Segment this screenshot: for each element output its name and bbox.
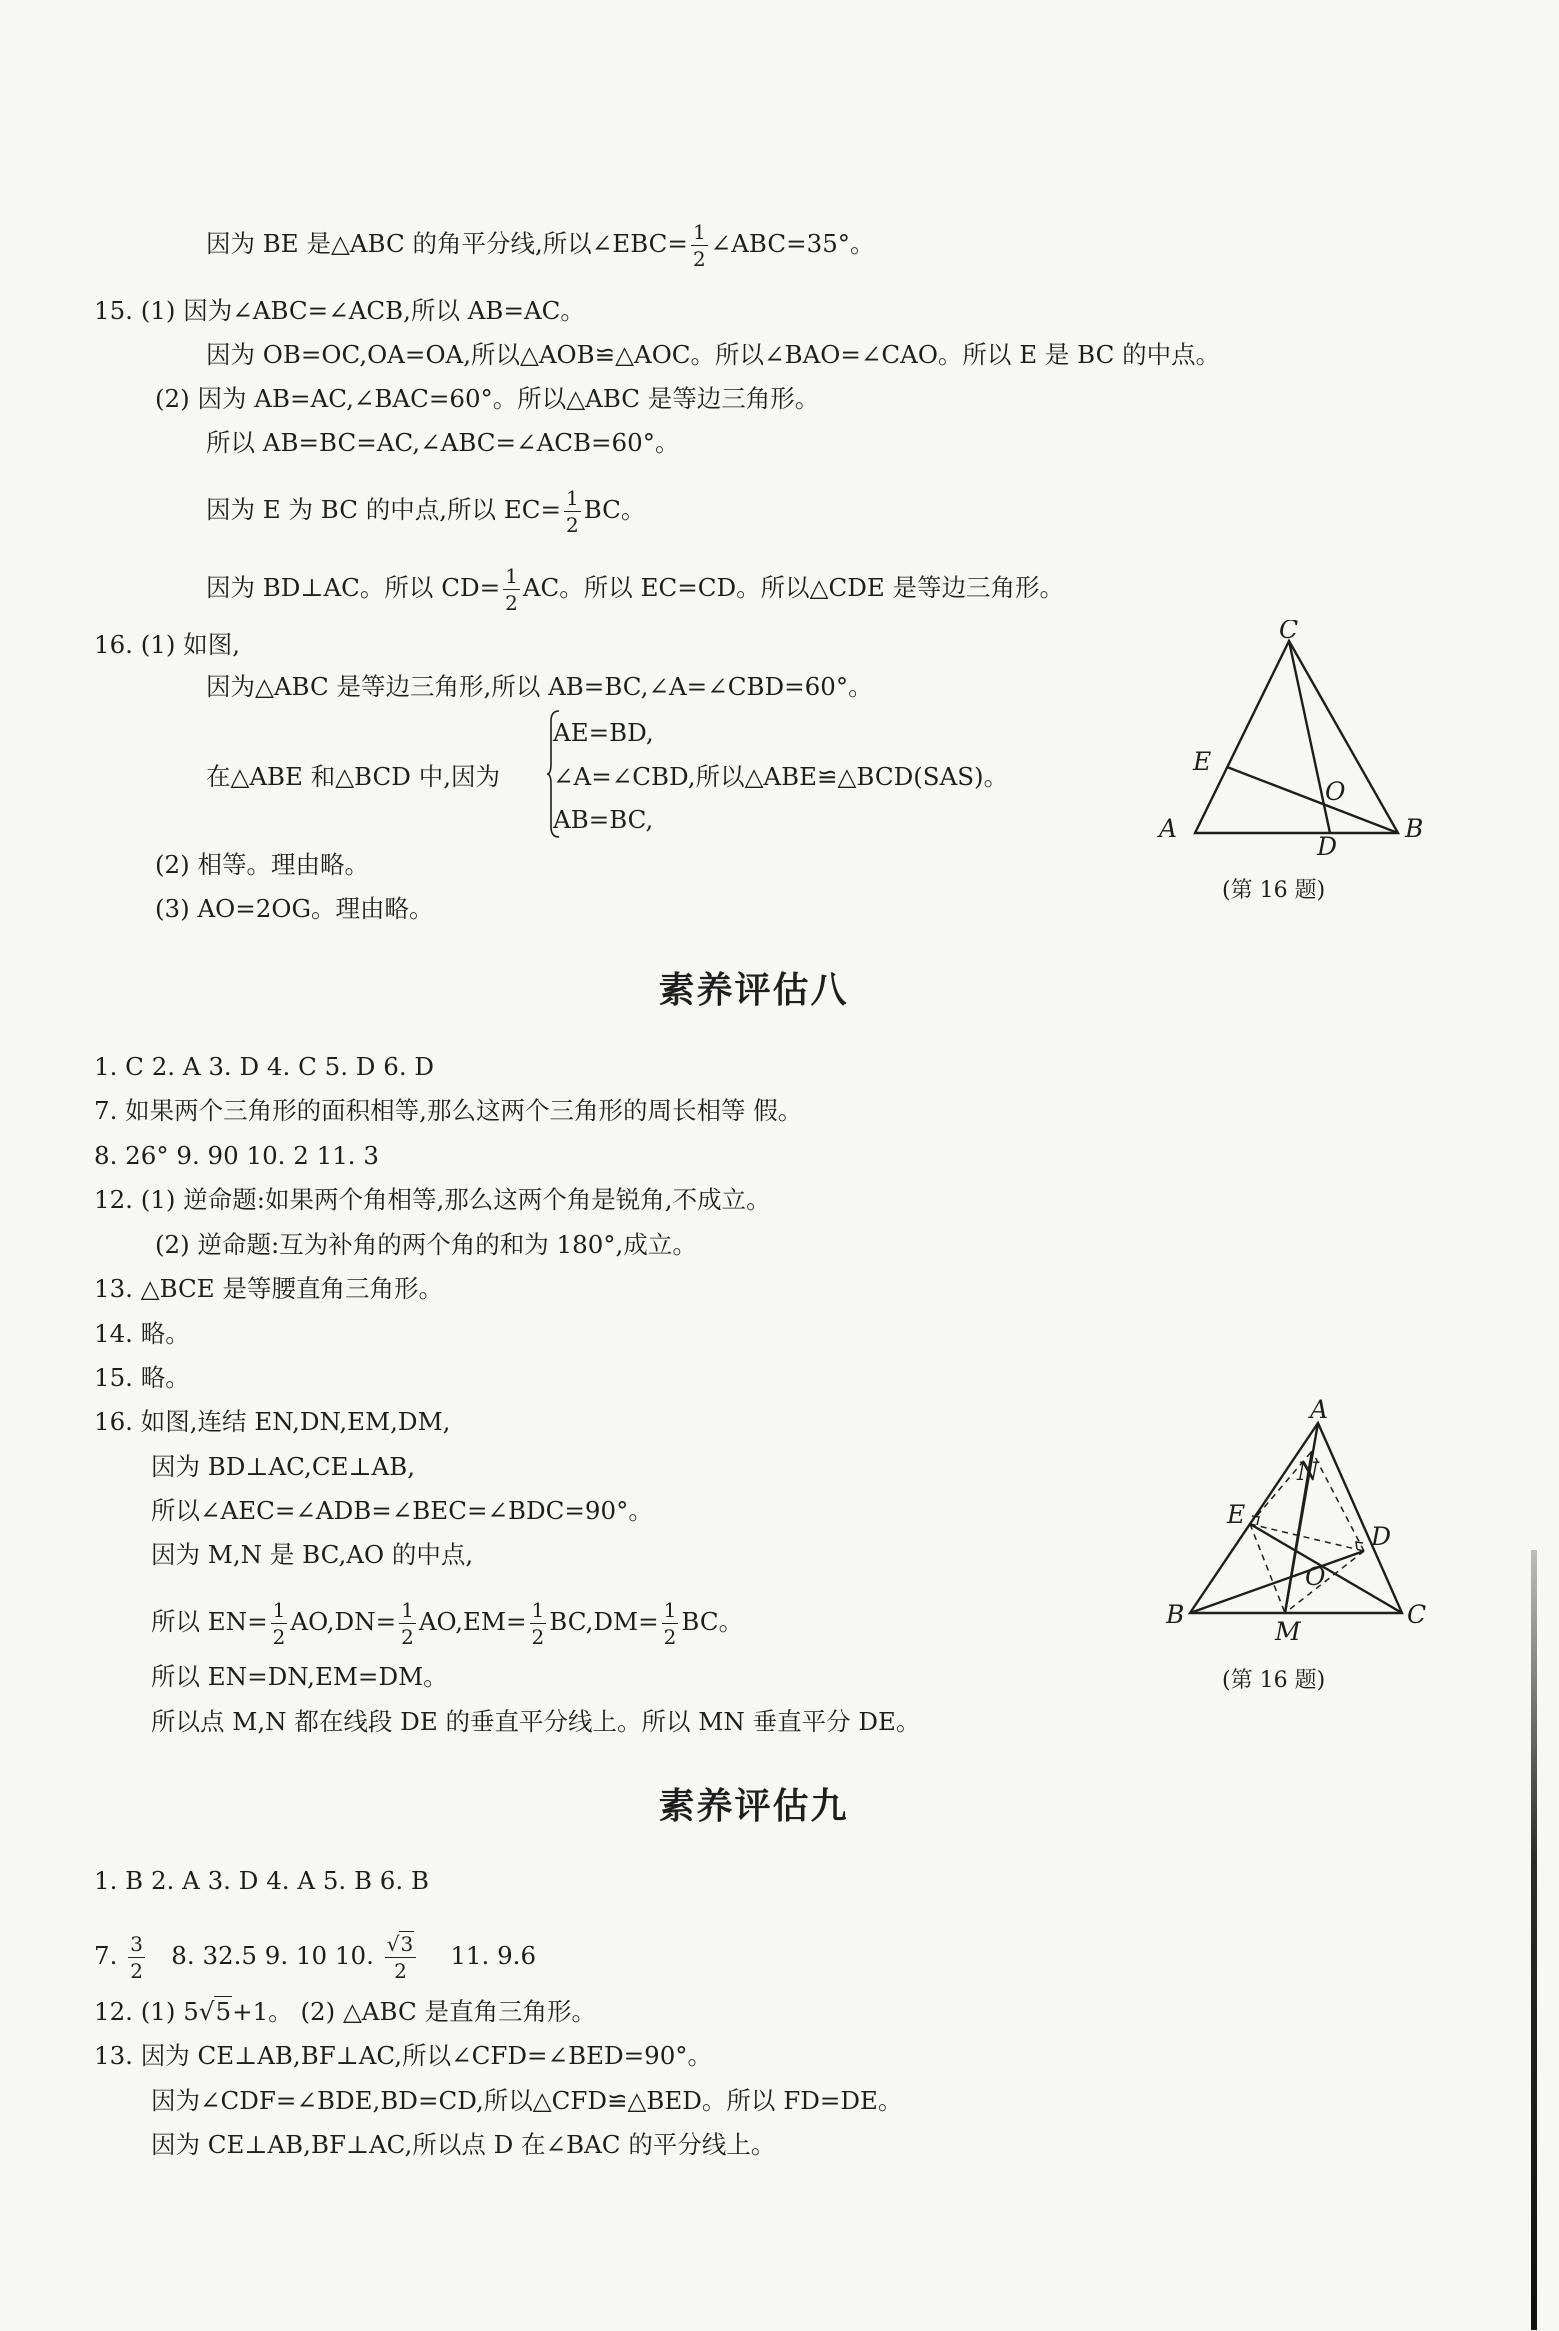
label-e: E — [1193, 747, 1212, 776]
s8-q16-l5-a: 所以 EN= — [151, 1607, 268, 1636]
s9-line-5: 因为∠CDF=∠BDE,BD=CD,所以△CFD≌△BED。所以 FD=DE。 — [151, 2086, 903, 2115]
label-n: N — [1297, 1457, 1319, 1486]
q14-line — [206, 222, 875, 269]
q15-line-5-b: BC。 — [583, 495, 646, 524]
s9-line-1: 1. B 2. A 3. D 4. A 5. B 6. B — [94, 1866, 429, 1895]
s9-line-6: 因为 CE⊥AB,BF⊥AC,所以点 D 在∠BAC 的平分线上。 — [151, 2130, 776, 2159]
s8-q16-line-7: 所以点 M,N 都在线段 DE 的垂直平分线上。所以 MN 垂直平分 DE。 — [151, 1707, 921, 1736]
label-d: D — [1371, 1522, 1392, 1551]
fraction-sqrt: $\frac{√3}{2}$ — [385, 1934, 416, 1981]
s9-line-2 — [94, 1934, 536, 1981]
s8-q16-line-2: 因为 BD⊥AC,CE⊥AB, — [151, 1452, 415, 1481]
s9-l3-a: 12. (1) 5 — [94, 1997, 199, 2026]
q16-line-5: (3) AO=2OG。理由略。 — [155, 894, 434, 923]
s8-line-6: 13. △BCE 是等腰直角三角形。 — [94, 1274, 443, 1303]
q15-line-3: (2) 因为 AB=AC,∠BAC=60°。所以△ABC 是等边三角形。 — [155, 384, 820, 413]
label-b: B — [1405, 814, 1424, 843]
s8-q16-l5-d: BC,DM= — [549, 1607, 659, 1636]
s9-l2-c: 11. 9.6 — [450, 1941, 537, 1970]
s8-line-7: 14. 略。 — [94, 1319, 190, 1348]
s8-line-2: 7. 如果两个三角形的面积相等,那么这两个三角形的周长相等 假。 — [94, 1096, 803, 1125]
label-o: O — [1325, 777, 1346, 806]
q15-line-5-a: 因为 E 为 BC 的中点,所以 EC= — [206, 495, 561, 524]
label-a: A — [1310, 1398, 1329, 1424]
label-e: E — [1227, 1500, 1246, 1529]
page-edge-shadow — [1531, 1550, 1537, 2330]
figure-caption-2: (第 16 题) — [1222, 1668, 1326, 1693]
s8-q16-l5-e: BC。 — [681, 1607, 744, 1636]
s8-line-4: 12. (1) 逆命题:如果两个角相等,那么这两个角是锐角,不成立。 — [94, 1185, 771, 1214]
fraction: $\frac{3}{2}$ — [130, 1932, 143, 1983]
q15-line-6-a: 因为 BD⊥AC。所以 CD= — [206, 573, 501, 602]
brace-line-3: AB=BC, — [553, 805, 654, 834]
q15-line-2: 因为 OB=OC,OA=OA,所以△AOB≌△AOC。所以∠BAO=∠CAO。所以 E 是 BC 的中点。 — [206, 340, 1221, 369]
fraction: $\frac{1}{2}$ — [565, 486, 579, 537]
brace-line-1: AE=BD, — [553, 718, 654, 747]
s8-line-8: 15. 略。 — [94, 1363, 190, 1392]
section-heading-8: 素养评估八 — [658, 970, 849, 1011]
s9-line-3: 12. (1) 5√5+1。 (2) △ABC 是直角三角形。 — [94, 1997, 596, 2026]
q16-line-1: 16. (1) 如图, — [94, 630, 241, 659]
s9-l2-b: 8. 32.5 9. 10 10. — [171, 1941, 374, 1970]
label-o: O — [1305, 1562, 1326, 1591]
s8-q16-l5-c: AO,EM= — [418, 1607, 527, 1636]
fraction: $\frac{1}{2}$ — [692, 220, 706, 271]
q15-line-5 — [206, 488, 645, 535]
s8-line-5: (2) 逆命题:互为补角的两个角的和为 180°,成立。 — [155, 1230, 697, 1259]
sqrt-radicand: 5 — [215, 1997, 232, 2026]
fraction: $\frac{1}{2}$ — [505, 564, 518, 615]
q15-line-6 — [206, 566, 1064, 613]
s9-l2-a: 7. — [94, 1941, 118, 1970]
triangle-figure-1 — [1155, 620, 1445, 869]
s8-q16-line-5 — [151, 1600, 743, 1647]
s8-line-1: 1. C 2. A 3. D 4. C 5. D 6. D — [94, 1052, 435, 1081]
fraction: $\frac{1}{2}$ — [272, 1598, 286, 1649]
q15-line-1: 15. (1) 因为∠ABC=∠ACB,所以 AB=AC。 — [94, 296, 585, 325]
s8-q16-line-1: 16. 如图,连结 EN,DN,EM,DM, — [94, 1407, 451, 1436]
q15-line-4: 所以 AB=BC=AC,∠ABC=∠ACB=60°。 — [206, 428, 680, 457]
s8-q16-line-4: 因为 M,N 是 BC,AO 的中点, — [151, 1540, 474, 1569]
q14-text-a: 因为 BE 是△ABC 的角平分线,所以∠EBC= — [206, 229, 688, 258]
section-heading-9: 素养评估九 — [658, 1786, 849, 1827]
label-c: C — [1279, 620, 1299, 644]
s9-line-4: 13. 因为 CE⊥AB,BF⊥AC,所以∠CFD=∠BED=90°。 — [94, 2041, 713, 2070]
label-d: D — [1317, 832, 1338, 861]
s8-q16-line-6: 所以 EN=DN,EM=DM。 — [151, 1662, 448, 1691]
label-m: M — [1275, 1617, 1301, 1646]
q16-line-4: (2) 相等。理由略。 — [155, 850, 369, 879]
label-c: C — [1407, 1600, 1427, 1629]
q15-line-6-b: AC。所以 EC=CD。所以△CDE 是等边三角形。 — [522, 573, 1065, 602]
q14-text-b: ∠ABC=35°。 — [710, 229, 875, 258]
label-b: B — [1166, 1600, 1185, 1629]
fraction: $\frac{1}{2}$ — [663, 1598, 677, 1649]
s9-l3-b: +1。 (2) △ABC 是直角三角形。 — [232, 1997, 596, 2026]
fraction: $\frac{1}{2}$ — [531, 1598, 545, 1649]
q16-line-3: 在△ABE 和△BCD 中,因为 — [206, 762, 500, 791]
q16-line-2: 因为△ABC 是等边三角形,所以 AB=BC,∠A=∠CBD=60°。 — [206, 672, 873, 701]
label-a: A — [1159, 814, 1178, 843]
s8-q16-l5-b: AO,DN= — [290, 1607, 397, 1636]
s8-line-3: 8. 26° 9. 90 10. 2 11. 3 — [94, 1141, 379, 1170]
s8-q16-line-3: 所以∠AEC=∠ADB=∠BEC=∠BDC=90°。 — [151, 1496, 653, 1525]
figure-caption-1: (第 16 题) — [1222, 878, 1326, 903]
brace-line-2: ∠A=∠CBD,所以△ABE≌△BCD(SAS)。 — [553, 762, 1009, 791]
fraction: $\frac{1}{2}$ — [401, 1598, 414, 1649]
triangle-figure-2 — [1155, 1398, 1445, 1652]
